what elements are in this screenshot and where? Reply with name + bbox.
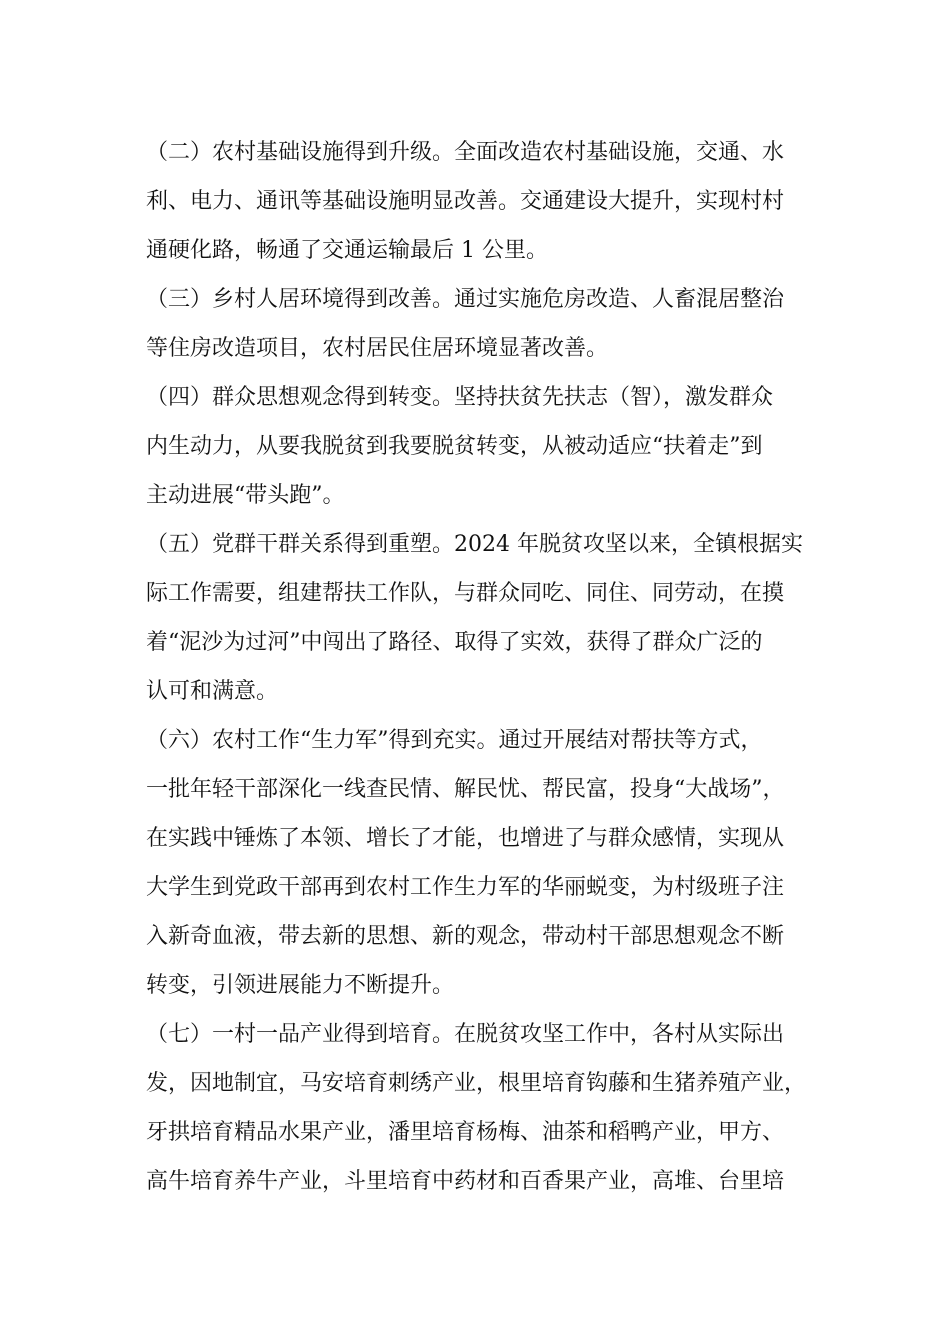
text-line: 主动进展“带头跑”。 <box>146 483 345 508</box>
text-line: 内生动力，从要我脱贫到我要脱贫转变，从被动适应“扶着走”到 <box>146 434 763 459</box>
text-line: （六）农村工作“生力军”得到充实。通过开展结对帮扶等方式， <box>146 728 763 753</box>
text-line: 际工作需要，组建帮扶工作队，与群众同吃、同住、同劳动，在摸 <box>146 581 785 606</box>
text-line: （三）乡村人居环境得到改善。通过实施危房改造、人畜混居整治 <box>146 287 785 312</box>
text-line: 发，因地制宜，马安培育刺绣产业，根里培育钩藤和生猪养殖产业， <box>146 1071 807 1096</box>
text-line: 在实践中锤炼了本领、增长了才能，也增进了与群众感情，实现从 <box>146 826 785 851</box>
paragraph <box>146 128 808 275</box>
paragraph <box>146 373 808 520</box>
text-line: 利、电力、通讯等基础设施明显改善。交通建设大提升，实现村村 <box>146 189 785 214</box>
document-body <box>146 128 808 1206</box>
text-line: 认可和满意。 <box>146 679 279 704</box>
text-line: 牙拱培育精品水果产业，潘里培育杨梅、油茶和稻鸭产业，甲方、 <box>146 1120 785 1145</box>
paragraph <box>146 520 808 716</box>
text-line: （二）农村基础设施得到升级。全面改造农村基础设施，交通、水 <box>146 140 785 165</box>
text-line: 转变，引领进展能力不断提升。 <box>146 973 455 998</box>
text-line: 高牛培育养牛产业，斗里培育中药材和百香果产业，高堆、台里培 <box>146 1169 785 1194</box>
paragraph <box>146 716 808 1010</box>
text-line: 大学生到党政干部再到农村工作生力军的华丽蜕变，为村级班子注 <box>146 875 785 900</box>
text-line: 一批年轻干部深化一线查民情、解民忧、帮民富，投身“大战场”， <box>146 777 785 802</box>
text-line: 通硬化路，畅通了交通运输最后 1 公里。 <box>146 238 548 263</box>
paragraph <box>146 1010 808 1206</box>
text-line: （五）党群干群关系得到重塑。2024 年脱贫攻坚以来，全镇根据实 <box>146 532 803 557</box>
text-line: 等住房改造项目，农村居民住居环境显著改善。 <box>146 336 609 361</box>
paragraph <box>146 275 808 373</box>
text-line: 着“泥沙为过河”中闯出了路径、取得了实效，获得了群众广泛的 <box>146 630 763 655</box>
text-line: （四）群众思想观念得到转变。坚持扶贫先扶志（智），激发群众 <box>146 385 774 410</box>
text-line: 入新奇血液，带去新的思想、新的观念，带动村干部思想观念不断 <box>146 924 785 949</box>
text-line: （七）一村一品产业得到培育。在脱贫攻坚工作中，各村从实际出 <box>146 1022 785 1047</box>
